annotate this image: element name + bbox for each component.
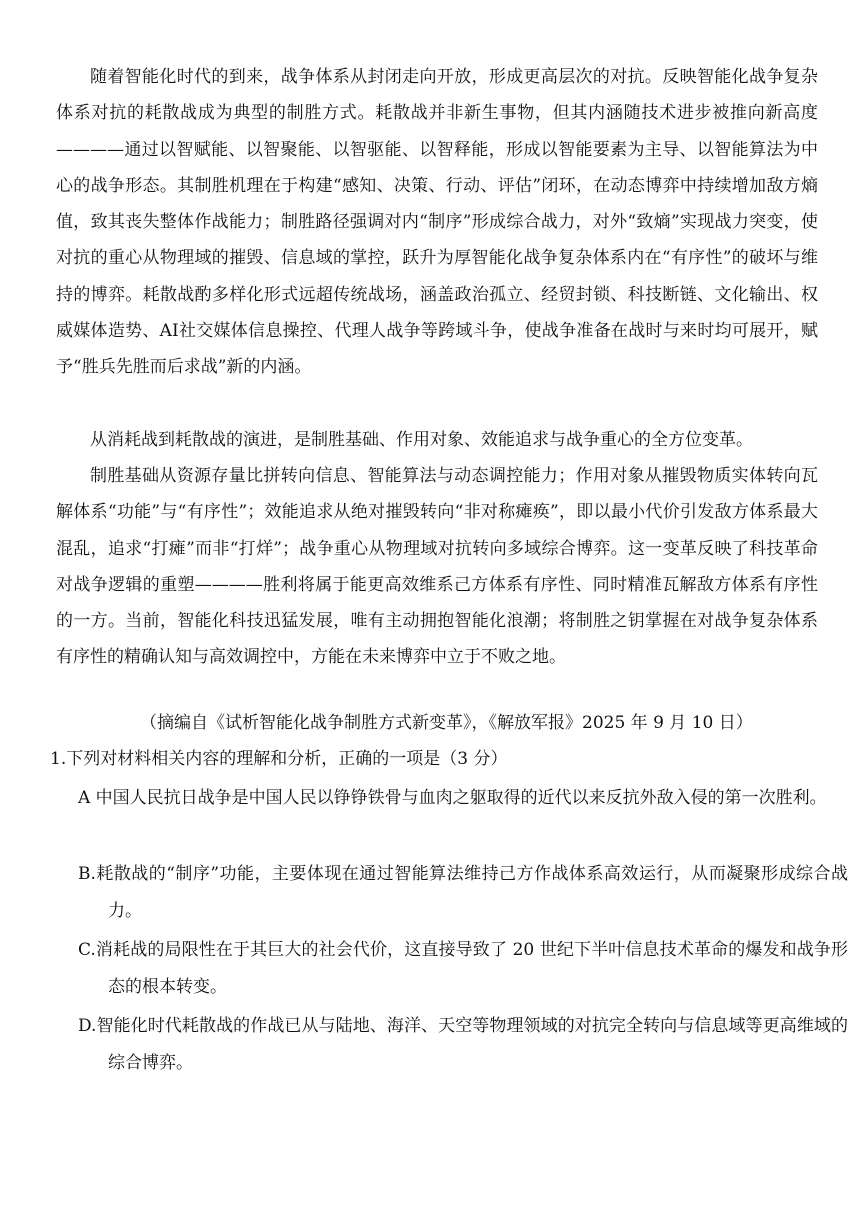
article-paragraph-3: 制胜基础从资源存量比拼转向信息、智能算法与动态调控能力；作用对象从摧毁物质实体转向瓦解体系“功能”与“有序性”；效能追求从绝对摧毁转向“非对称瘫痪”，即以最小代价引发敌方体系最大混乱，追求“打瘫”而非“打烊”；战争重心从物理域对抗转向多域综合博弈。这一变革反映了科技革命对战争逻辑的重塑————胜利将属于能更高效维系己方体系有序性、同时精准瓦解敌方体系有序性的一方。当前，智能化科技迅猛发展，唯有主动拥抱智能化浪潮；将制胜之钥掌握在对战争复杂体系有序性的精确认知与高效调控中，方能在未来博弈中立于不败之地。 [56, 466, 818, 668]
option-b: B.耗散战的“制序”功能，主要体现在通过智能算法维持己方作战体系高效运行，从而凝聚形成综合战力。 [78, 864, 848, 921]
article-source: （摘编自《试析智能化战争制胜方式新变革》，《解放军报》2025 年 9 月 10 日） [140, 713, 753, 733]
article-paragraph-2: 从消耗战到耗散战的演进，是制胜基础、作用对象、效能追求与战争重心的全方位变革。 [90, 430, 753, 450]
option-d: D.智能化时代耗散战的作战已从与陆地、海洋、天空等物理领域的对抗完全转向与信息域等更高维域的综合博弈。 [78, 1016, 848, 1073]
question-stem: 1.下列对材料相关内容的理解和分析，正确的一项是（3 分） [50, 749, 508, 769]
article-paragraph-1: 随着智能化时代的到来，战争体系从封闭走向开放，形成更高层次的对抗。反映智能化战争复杂体系对抗的耗散战成为典型的制胜方式。耗散战并非新生事物，但其内涵随技术进步被推向新高度————通过以智赋能、以智聚能、以智驱能、以智释能，形成以智能要素为主导、以智能算法为中心的战争形态。其制胜机理在于构建“感知、决策、行动、评估”闭环，在动态博弈中持续增加敌方熵值，致其丧失整体作战能力；制胜路径强调对内“制序”形成综合战力，对外“致熵”实现战力突变，使对抗的重心从物理域的摧毁、信息域的掌控，跃升为厚智能化战争复杂体系内在“有序性”的破坏与维持的博弈。耗散战酌多样化形式远超传统战场，涵盖政治孤立、经贸封锁、科技断链、文化输出、权威媒体造势、AI社交媒体信息操控、代理人战争等跨域斗争，使战争准备在战时与来时均可展开，赋予“胜兵先胜而后求战”新的内涵。 [56, 67, 818, 378]
option-c: C.消耗战的局限性在于其巨大的社会代价，这直接导致了 20 世纪下半叶信息技术革命的爆发和战争形态的根本转变。 [78, 940, 848, 997]
option-a: A 中国人民抗日战争是中国人民以铮铮铁骨与血肉之躯取得的近代以来反抗外敌入侵的第一次胜利。 [78, 788, 827, 808]
